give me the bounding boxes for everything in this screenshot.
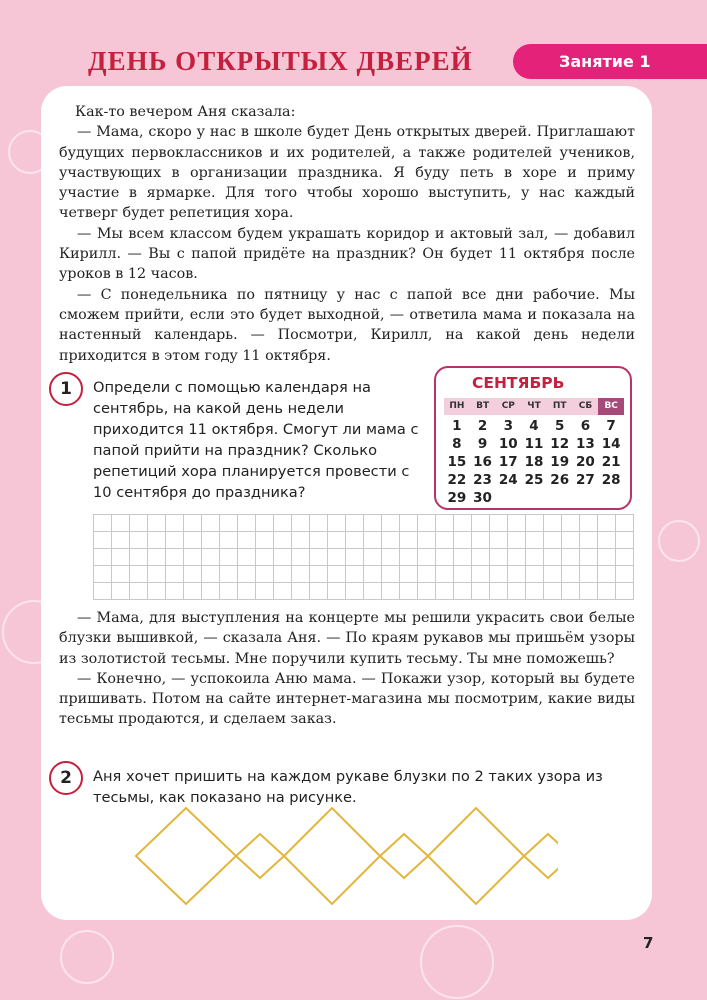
background-doodle (658, 520, 700, 562)
calendar-day: 26 (550, 472, 570, 488)
lesson-label: Занятие 1 (559, 52, 651, 71)
calendar-day: 24 (498, 472, 518, 488)
calendar-day: 25 (524, 472, 544, 488)
story-paragraph: — С понедельника по пятницу у нас с папой все дни рабочие. Мы сможем прийти, если это будет выходной, — ответила мама и показала на настенный календарь. — Посмотри, Кирилл, на какой день недели приходится в этом году 11 октября. (59, 286, 635, 364)
calendar-day: 19 (550, 454, 570, 470)
calendar-day: 28 (601, 472, 621, 488)
calendar-days (444, 417, 624, 507)
calendar-day: 30 (473, 490, 492, 506)
calendar-day: 5 (555, 418, 565, 434)
story-paragraph: — Конечно, — успокоила Аню мама. — Покажи узор, который вы будете пришивать. Потом на сайте интернет-магазина мы посмотрим, какие виды тесьмы продаются, и сделаем заказ. (59, 670, 635, 728)
calendar-day: 1 (452, 418, 462, 434)
task-number-1: 1 (49, 372, 83, 406)
calendar-day: 10 (498, 436, 518, 452)
weekday: ПН (449, 401, 465, 411)
calendar-weekdays (444, 398, 624, 415)
story-paragraph: — Мама, для выступления на концерте мы решили украсить свои белые блузки вышивкой, — сказала Аня. — По краям рукавов мы пришьём узоры из золотистой тесьмы. Мне поручили купить тесьму. Ты мне поможешь? (59, 610, 635, 667)
braid-pattern (138, 808, 238, 906)
calendar-day: 29 (447, 490, 467, 506)
calendar-day: 20 (576, 454, 595, 470)
weekday: СБ (578, 401, 593, 411)
weekday: ПТ (552, 401, 567, 411)
calendar-month: СЕНТЯБРЬ (472, 374, 565, 392)
weekday-sunday: ВС (598, 398, 624, 415)
story-bottom (59, 608, 635, 730)
calendar-day: 16 (473, 454, 492, 470)
answer-grid[interactable] (93, 514, 634, 600)
calendar-day: 7 (606, 418, 616, 434)
calendar-day: 27 (576, 472, 595, 488)
task-2-text: Аня хочет пришить на каждом рукаве блузки по 2 таких узора из тесьмы, как показано на рисунке. (93, 768, 603, 806)
calendar-day: 22 (447, 472, 467, 488)
calendar-day: 4 (529, 418, 539, 434)
task-number-2: 2 (49, 761, 83, 795)
background-doodle (60, 930, 114, 984)
story-paragraph: Как-то вечером Аня сказала: (75, 104, 296, 120)
calendar-day: 18 (524, 454, 544, 470)
calendar-day: 23 (473, 472, 492, 488)
story-top (59, 102, 635, 366)
background-doodle (420, 925, 494, 999)
calendar-day: 8 (452, 436, 462, 452)
story-paragraph: — Мама, скоро у нас в школе будет День открытых дверей. Приглашают будущих первоклассников и их родителей, а также родителей учеников, участвующих в организации праздника. Я буду петь в хоре и приму участие в ярмарке. Для того чтобы хорошо выступить, у нас каждый четверг будет репетиция хора. (59, 124, 635, 222)
braid-pattern-shapes (136, 808, 558, 904)
lesson-tab (513, 44, 707, 79)
page-number: 7 (643, 934, 654, 952)
weekday: СР (501, 401, 515, 411)
calendar-day: 3 (503, 418, 513, 434)
calendar (434, 366, 632, 510)
calendar-day: 2 (477, 418, 488, 434)
braid-pattern-figure (128, 806, 558, 906)
task-1-text: Определи с помощью календаря на сентябрь, на какой день недели приходится 11 октября. Смогут ли мама с папой прийти на праздник? Сколько репетиций хора планируется провести с 10 сентября до праздника? (93, 379, 419, 501)
calendar-day: 9 (477, 436, 488, 452)
page-title: ДЕНЬ ОТКРЫТЫХ ДВЕРЕЙ (88, 46, 473, 76)
calendar-day: 21 (601, 454, 621, 470)
story-paragraph: — Мы всем классом будем украшать коридор и актовый зал, — добавил Кирилл. — Вы с папой придёте на праздник? Он будет 11 октября после уроков в 12 часов. (59, 225, 635, 283)
weekday: ЧТ (527, 401, 541, 411)
calendar-day: 6 (580, 418, 591, 434)
calendar-day: 11 (524, 436, 544, 452)
weekday: ВТ (476, 401, 490, 411)
calendar-day: 14 (601, 436, 621, 452)
calendar-day: 13 (576, 436, 595, 452)
calendar-day: 15 (447, 454, 467, 470)
calendar-day: 17 (498, 454, 518, 470)
calendar-day: 12 (550, 436, 570, 452)
